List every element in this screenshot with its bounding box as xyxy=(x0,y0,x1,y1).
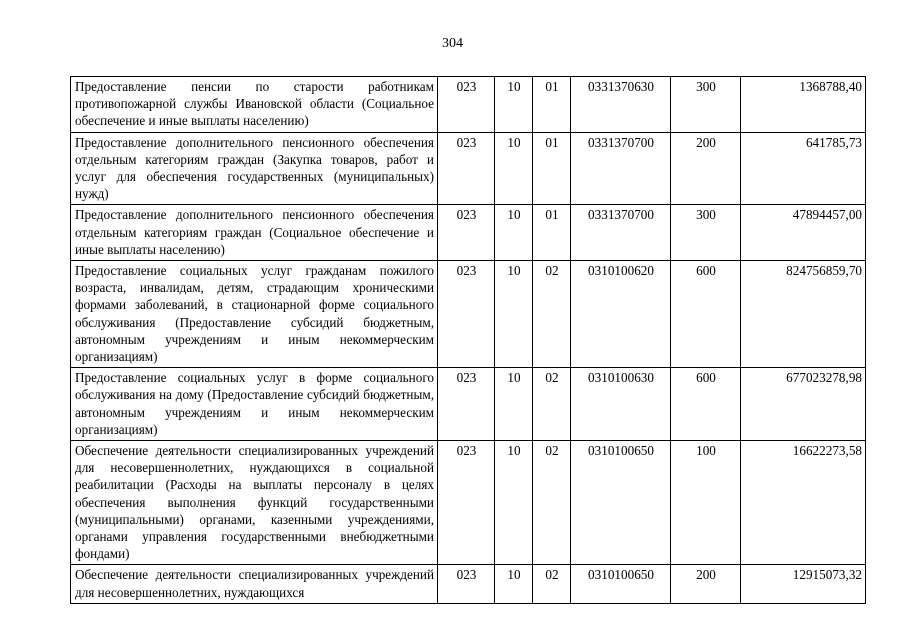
subsection-code: 02 xyxy=(533,441,571,565)
amount: 824756859,70 xyxy=(741,261,866,368)
row-description: Обеспечение деятельности специализированных учреждений для несовершеннолетних, нуждающихся в социальной реабилитации (Расходы на выплаты персоналу в целях обеспечения выполнения функций государственными (муниципальными) органами, казенными учреждениями, органами управления государственными внебюджетными фондами) xyxy=(71,441,438,565)
section-code: 10 xyxy=(495,77,533,133)
amount: 677023278,98 xyxy=(741,368,866,441)
target-code: 0310100650 xyxy=(571,441,671,565)
amount: 16622273,58 xyxy=(741,441,866,565)
subsection-code: 01 xyxy=(533,132,571,205)
target-code: 0331370700 xyxy=(571,205,671,261)
expense-type-code: 300 xyxy=(671,205,741,261)
table-row xyxy=(71,368,866,441)
subsection-code: 01 xyxy=(533,205,571,261)
row-description: Предоставление дополнительного пенсионного обеспечения отдельным категориям граждан (Социальное обеспечение и иные выплаты населению) xyxy=(71,205,438,261)
subsection-code: 02 xyxy=(533,565,571,603)
table-row xyxy=(71,205,866,261)
table-row xyxy=(71,77,866,133)
target-code: 0331370700 xyxy=(571,132,671,205)
ministry-code: 023 xyxy=(438,368,495,441)
amount: 1368788,40 xyxy=(741,77,866,133)
subsection-code: 02 xyxy=(533,261,571,368)
section-code: 10 xyxy=(495,441,533,565)
row-description: Предоставление социальных услуг гражданам пожилого возраста, инвалидам, детям, страдающим хроническими формами заболеваний, в стационарной форме социального обслуживания (Предоставление субсидий бюджетным, автономным учреждениям и иным некоммерческим организациям) xyxy=(71,261,438,368)
table-row xyxy=(71,565,866,603)
row-description: Предоставление дополнительного пенсионного обеспечения отдельным категориям граждан (Закупка товаров, работ и услуг для обеспечения государственных (муниципальных) нужд) xyxy=(71,132,438,205)
target-code: 0310100630 xyxy=(571,368,671,441)
expense-type-code: 200 xyxy=(671,565,741,603)
section-code: 10 xyxy=(495,565,533,603)
row-description: Предоставление пенсии по старости работникам противопожарной службы Ивановской области (Социальное обеспечение и иные выплаты населению) xyxy=(71,77,438,133)
subsection-code: 01 xyxy=(533,77,571,133)
section-code: 10 xyxy=(495,261,533,368)
row-description: Обеспечение деятельности специализированных учреждений для несовершеннолетних, нуждающихся xyxy=(71,565,438,603)
expense-type-code: 600 xyxy=(671,368,741,441)
expense-type-code: 200 xyxy=(671,132,741,205)
subsection-code: 02 xyxy=(533,368,571,441)
ministry-code: 023 xyxy=(438,77,495,133)
expense-type-code: 600 xyxy=(671,261,741,368)
section-code: 10 xyxy=(495,205,533,261)
amount: 12915073,32 xyxy=(741,565,866,603)
target-code: 0331370630 xyxy=(571,77,671,133)
amount: 47894457,00 xyxy=(741,205,866,261)
ministry-code: 023 xyxy=(438,132,495,205)
expense-type-code: 300 xyxy=(671,77,741,133)
page-number: 304 xyxy=(442,36,463,51)
table-row xyxy=(71,261,866,368)
ministry-code: 023 xyxy=(438,205,495,261)
ministry-code: 023 xyxy=(438,441,495,565)
ministry-code: 023 xyxy=(438,261,495,368)
ministry-code: 023 xyxy=(438,565,495,603)
amount: 641785,73 xyxy=(741,132,866,205)
section-code: 10 xyxy=(495,132,533,205)
expense-type-code: 100 xyxy=(671,441,741,565)
target-code: 0310100650 xyxy=(571,565,671,603)
table-row xyxy=(71,132,866,205)
budget-table xyxy=(70,76,866,604)
table-row xyxy=(71,441,866,565)
target-code: 0310100620 xyxy=(571,261,671,368)
row-description: Предоставление социальных услуг в форме социального обслуживания на дому (Предоставление субсидий бюджетным, автономным учреждениям и иным некоммерческим организациям) xyxy=(71,368,438,441)
section-code: 10 xyxy=(495,368,533,441)
